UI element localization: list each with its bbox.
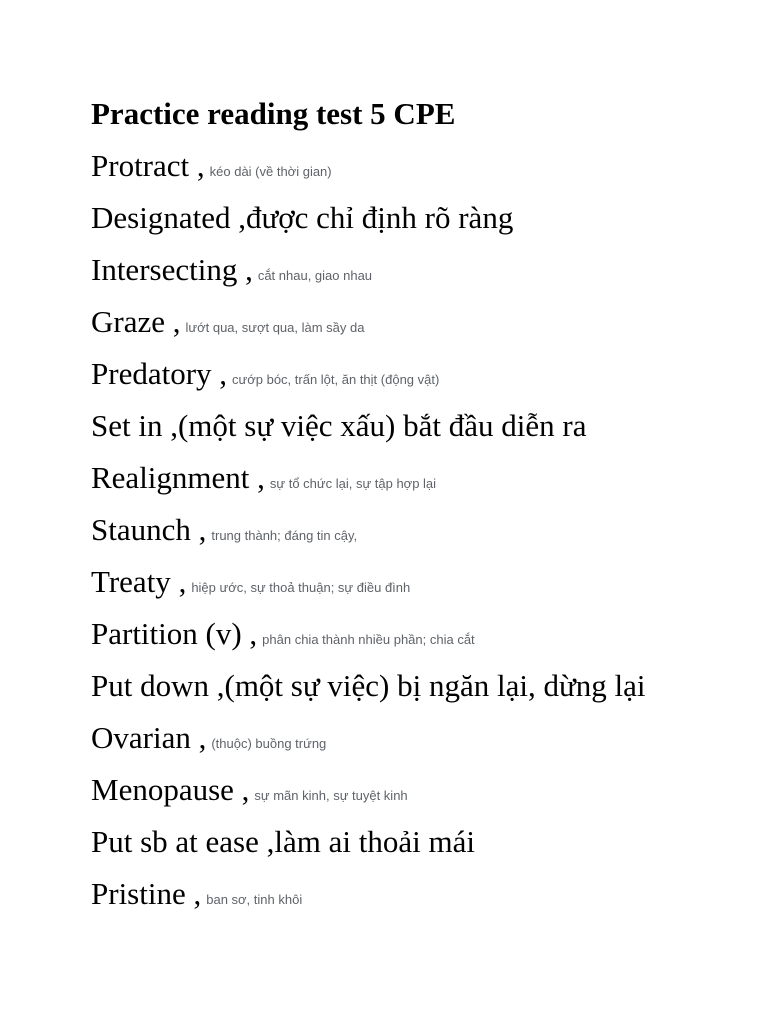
vocabulary-list — [91, 146, 748, 926]
term-separator: , — [190, 512, 207, 547]
term-separator: , — [162, 408, 178, 443]
vocabulary-term: Pristine — [91, 876, 186, 911]
vocabulary-term: Treaty — [91, 564, 171, 599]
vocabulary-entry — [91, 770, 748, 822]
term-separator: , — [249, 460, 265, 495]
vocabulary-definition: cướp bóc, trấn lột, ăn thịt (động vật) — [232, 372, 440, 387]
vocabulary-entry — [91, 614, 748, 666]
document-title: Practice reading test 5 CPE — [91, 96, 456, 131]
vocabulary-entry — [91, 406, 748, 458]
vocabulary-definition: kéo dài (về thời gian) — [209, 164, 332, 179]
vocabulary-term: Staunch — [91, 512, 191, 547]
vocabulary-term: Intersecting — [91, 252, 238, 287]
vocabulary-term: Protract — [91, 148, 190, 183]
term-separator: , — [209, 668, 225, 703]
term-separator: , — [189, 148, 205, 183]
vocabulary-entry — [91, 822, 748, 874]
term-separator: , — [230, 200, 246, 235]
term-separator: , — [241, 616, 258, 651]
vocabulary-term: Ovarian — [91, 720, 191, 755]
vocabulary-entry — [91, 354, 748, 406]
vocabulary-definition: ban sơ, tinh khôi — [206, 892, 303, 907]
document-page — [91, 94, 748, 926]
vocabulary-term: Set in — [91, 408, 163, 443]
term-separator: , — [190, 720, 207, 755]
vocabulary-definition: (thuộc) buồng trứng — [211, 736, 327, 751]
vocabulary-definition: trung thành; đáng tin cậy, — [211, 528, 358, 543]
vocabulary-term: Designated — [91, 200, 231, 235]
vocabulary-entry — [91, 198, 748, 250]
vocabulary-definition: được chỉ định rõ ràng — [245, 200, 514, 235]
vocabulary-term: Realignment — [91, 460, 250, 495]
term-separator: , — [237, 252, 253, 287]
vocabulary-term: Partition (v) — [91, 616, 242, 651]
vocabulary-definition: lướt qua, sượt qua, làm sầy da — [185, 320, 365, 335]
vocabulary-term: Graze — [91, 304, 165, 339]
vocabulary-entry — [91, 874, 748, 926]
vocabulary-entry — [91, 146, 748, 198]
vocabulary-entry — [91, 562, 748, 614]
vocabulary-term: Predatory — [91, 356, 212, 391]
vocabulary-definition: hiệp ước, sự thoả thuận; sự điều đình — [191, 580, 411, 595]
vocabulary-entry — [91, 302, 748, 354]
vocabulary-term: Put down — [91, 668, 209, 703]
vocabulary-definition: cắt nhau, giao nhau — [257, 268, 373, 283]
vocabulary-term: Put sb at ease — [91, 824, 259, 859]
term-separator: , — [211, 356, 228, 391]
vocabulary-definition: làm ai thoải mái — [274, 824, 475, 859]
vocabulary-term: Menopause — [91, 772, 234, 807]
term-separator: , — [185, 876, 202, 911]
vocabulary-entry — [91, 458, 748, 510]
vocabulary-definition: sự mãn kinh, sự tuyệt kinh — [254, 788, 408, 803]
vocabulary-entry — [91, 250, 748, 302]
vocabulary-entry — [91, 510, 748, 562]
vocabulary-definition: phân chia thành nhiều phần; chia cắt — [262, 632, 475, 647]
vocabulary-definition: (một sự việc) bị ngăn lại, dừng lại — [224, 668, 646, 703]
vocabulary-entry — [91, 718, 748, 770]
vocabulary-definition: sự tổ chức lại, sự tập hợp lại — [269, 476, 437, 491]
term-separator: , — [258, 824, 275, 859]
term-separator: , — [233, 772, 250, 807]
vocabulary-definition: (một sự việc xấu) bắt đầu diễn ra — [177, 408, 587, 443]
vocabulary-entry — [91, 666, 748, 718]
term-separator: , — [170, 564, 187, 599]
term-separator: , — [165, 304, 181, 339]
